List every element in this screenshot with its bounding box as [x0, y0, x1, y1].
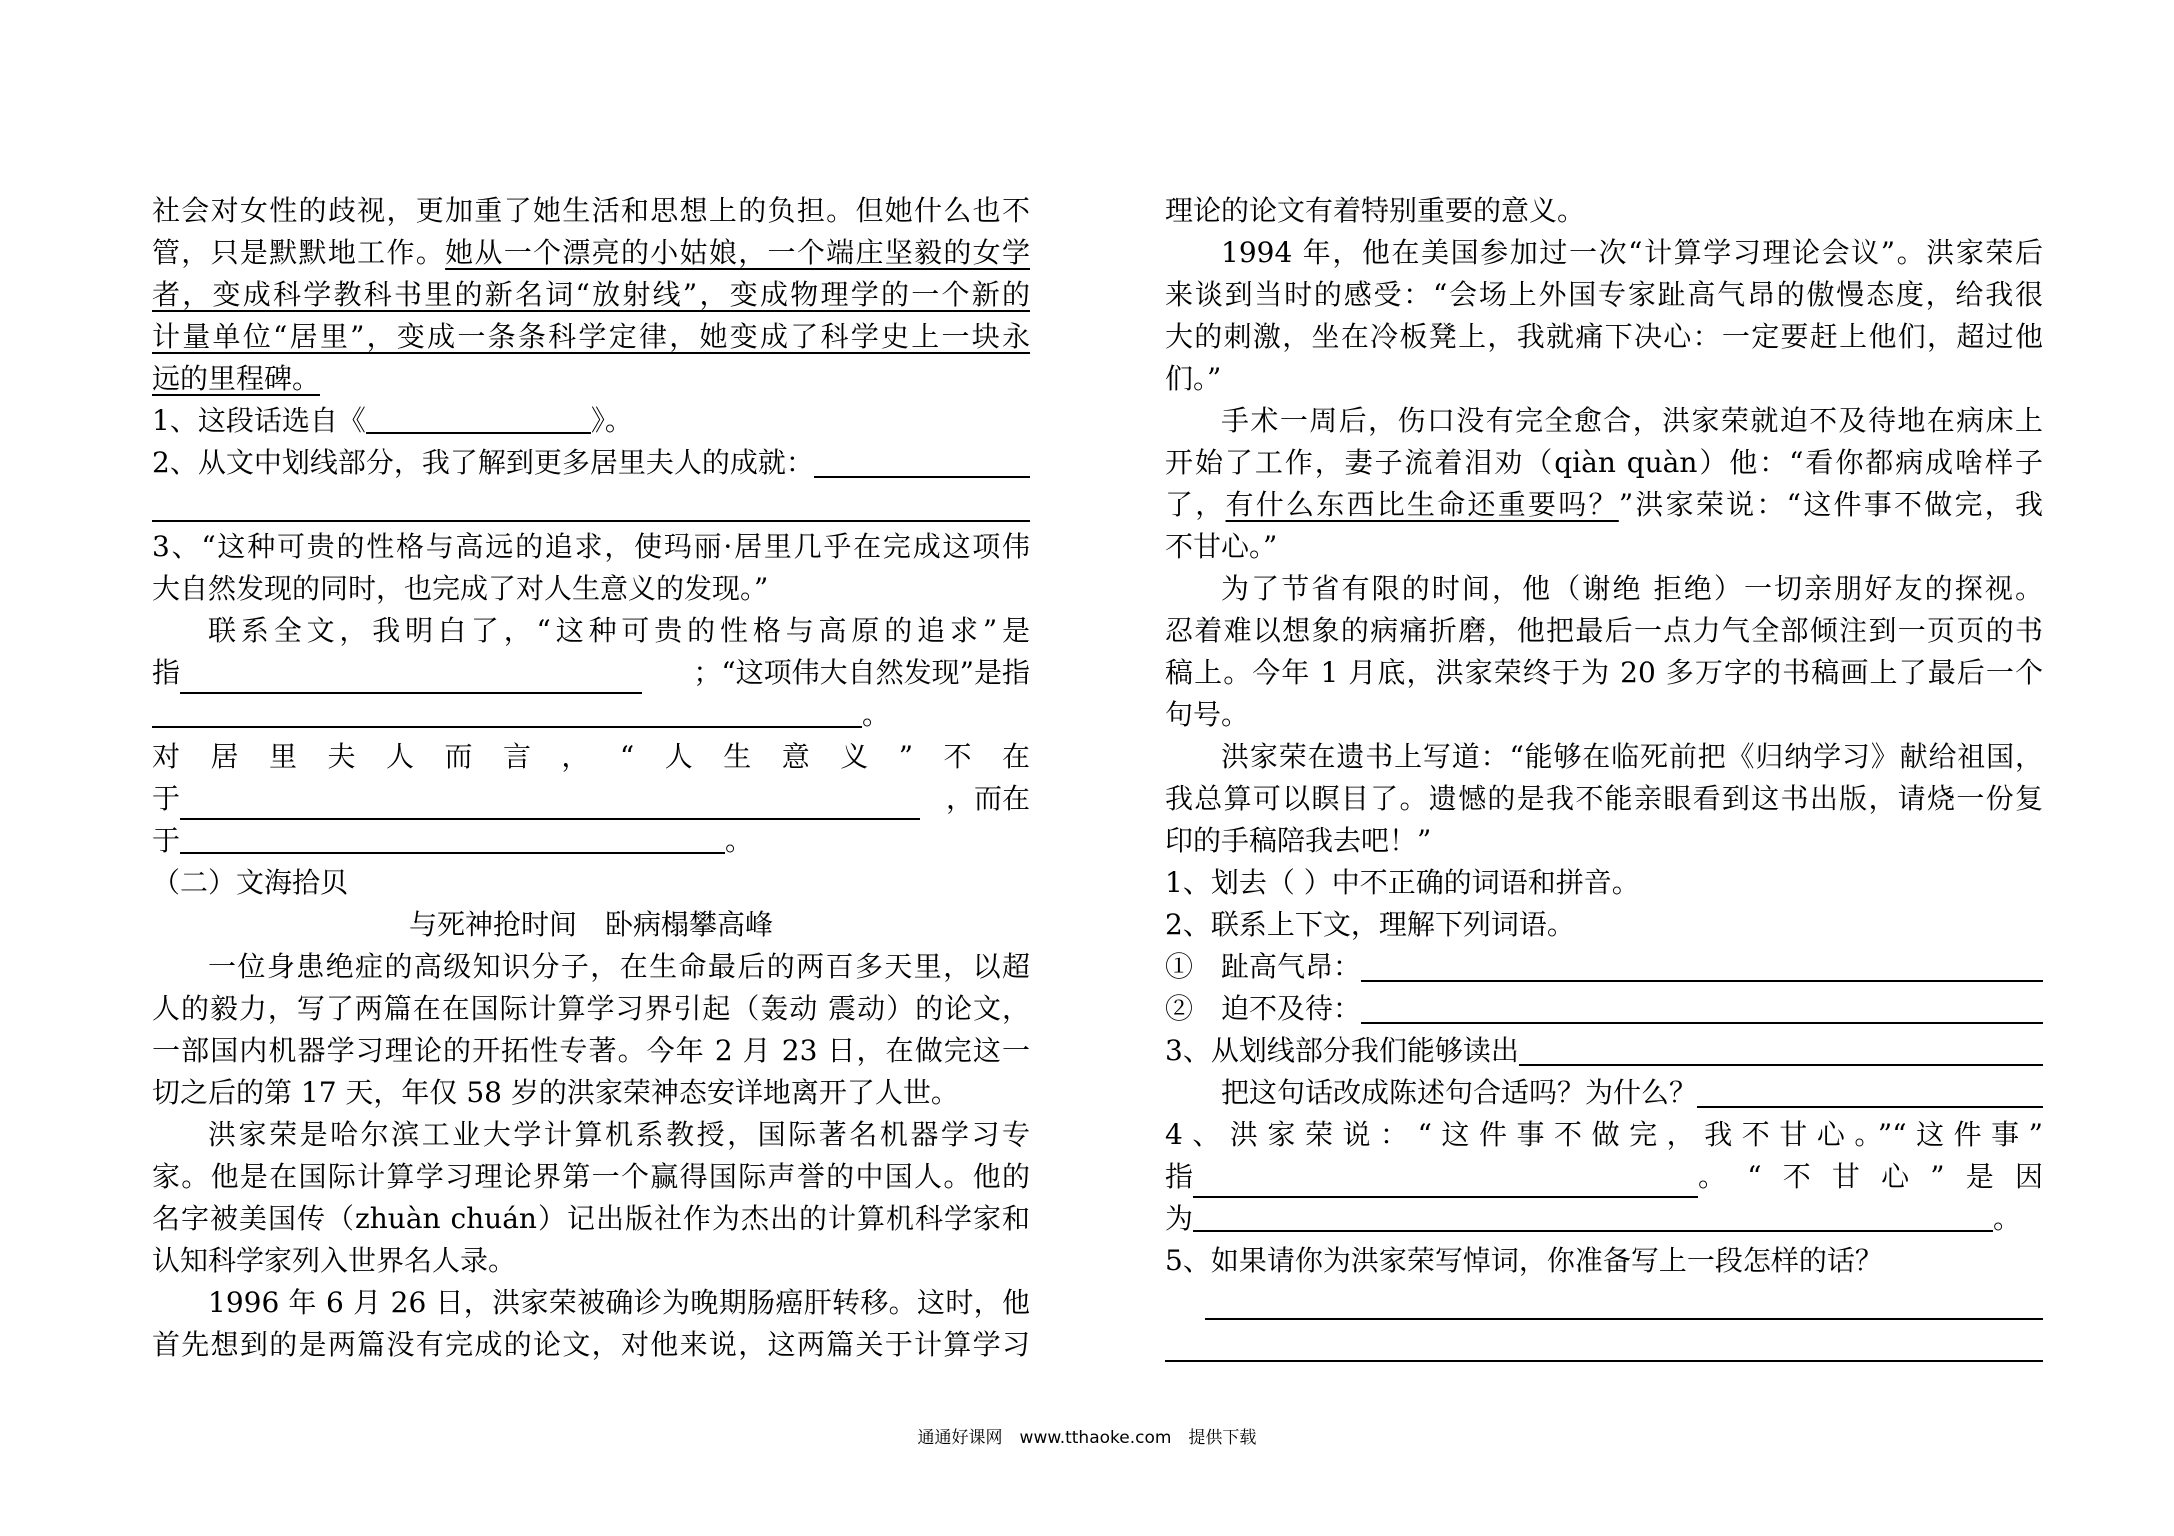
passage-line: 我总算可以瞑目了。遗憾的是我不能亲眼看到这书出版，请烧一份复: [1165, 782, 2043, 815]
passage-line: 认知科学家列入世界名人录。: [152, 1244, 517, 1277]
passage-line: 一部国内机器学习理论的开拓性专著。今年 2 月 23 日，在做完这一: [152, 1034, 1030, 1067]
question-r4: 4、洪家荣说：“这件事不做完，我不甘心。”“这件事”: [1165, 1118, 2043, 1151]
question-3-line: 联系全文，我明白了，“这种可贵的性格与高原的追求”是: [208, 614, 1030, 647]
underlined-line: 远的里程碑。: [152, 362, 321, 395]
question-r2b: ② 迫不及待：: [1165, 988, 2043, 1030]
question-r3b: 把这句话改成陈述句合适吗？为什么？: [1165, 1072, 2043, 1114]
answer-blank[interactable]: [814, 446, 1030, 478]
passage-line: 首先想到的是两篇没有完成的论文，对他来说，这两篇关于计算学习: [152, 1328, 1030, 1361]
passage-line: 了，有什么东西比生命还重要吗？”洪家荣说：“这件事不做完，我: [1165, 488, 2043, 521]
answer-blank[interactable]: [1193, 1200, 1993, 1232]
question-r2a: ① 趾高气昂：: [1165, 946, 2043, 988]
answer-blank[interactable]: [152, 696, 862, 728]
passage-line: 不甘心。”: [1165, 530, 1278, 563]
answer-line[interactable]: [1165, 1282, 2043, 1324]
underlined-text: 有什么东西比生命还重要吗？: [1225, 488, 1619, 521]
answer-blank[interactable]: [1519, 1034, 2043, 1066]
passage-line: 理论的论文有着特别重要的意义。: [1165, 194, 1586, 227]
section-heading: （二）文海拾贝: [152, 866, 349, 899]
answer-blank[interactable]: [1361, 992, 2043, 1024]
passage-line: 们。”: [1165, 362, 1222, 395]
passage-line: 1994 年，他在美国参加过一次“计算学习理论会议”。洪家荣后: [1221, 236, 2043, 269]
left-column: [152, 190, 1030, 1366]
passage-line: 管，只是默默地工作。她从一个漂亮的小姑娘，一个端庄坚毅的女学: [152, 236, 1030, 269]
passage-line: 句号。: [1165, 698, 1250, 731]
question-3-line: 。: [152, 694, 1030, 736]
passage-line: 一位身患绝症的高级知识分子，在生命最后的两百多天里，以超: [208, 950, 1030, 983]
answer-line[interactable]: [152, 484, 1030, 526]
question-1: 1、这段话选自《 》。: [152, 404, 633, 437]
answer-blank[interactable]: [180, 822, 725, 854]
passage-line: 忍着难以想象的病痛折磨，他把最后一点力气全部倾注到一页页的书: [1165, 614, 2043, 647]
question-r4-line: 为 。: [1165, 1202, 2022, 1235]
right-column: [1165, 190, 2043, 1366]
question-r2: 2、联系上下文，理解下列词语。: [1165, 908, 1575, 941]
answer-blank[interactable]: [1193, 1166, 1698, 1198]
question-r3: 3、从划线部分我们能够读出: [1165, 1030, 2043, 1072]
question-3: 3、“这种可贵的性格与高远的追求，使玛丽·居里几乎在完成这项伟: [152, 530, 1030, 563]
passage-line: 人的毅力，写了两篇在在国际计算学习界引起（轰动 震动）的论文，: [152, 992, 1030, 1025]
passage-line: 切之后的第 17 天，年仅 58 岁的洪家荣神态安详地离开了人世。: [152, 1076, 959, 1109]
answer-blank[interactable]: [366, 402, 591, 434]
question-3-line: 于 ，而在: [152, 778, 1030, 820]
passage-line: 手术一周后，伤口没有完全愈合，洪家荣就迫不及待地在病床上: [1221, 404, 2043, 437]
passage-line: 稿上。今年 1 月底，洪家荣终于为 20 多万字的书稿画上了最后一个: [1165, 656, 2043, 689]
question-r1: 1、划去（ ）中不正确的词语和拼音。: [1165, 866, 1640, 899]
question-2: 2、从文中划线部分，我了解到更多居里夫人的成就：: [152, 442, 1030, 484]
underlined-line: 计量单位“居里”，变成一条条科学定律，她变成了科学史上一块永: [152, 320, 1030, 353]
passage-line: 开始了工作，妻子流着泪劝（qiàn quàn）他：“看你都病成啥样子: [1165, 446, 2043, 479]
passage-line: 印的手稿陪我去吧！”: [1165, 824, 1432, 857]
question-3-line: 对居里夫人而言，“人生意义”不在: [152, 740, 1030, 773]
passage-line: 洪家荣在遗书上写道：“能够在临死前把《归纳学习》献给祖国，: [1221, 740, 2043, 773]
question-r5: 5、如果请你为洪家荣写悼词，你准备写上一段怎样的话？: [1165, 1244, 1883, 1277]
question-3-line: 指 ；“这项伟大自然发现”是指: [152, 652, 1030, 694]
question-3-line: 大自然发现的同时，也完成了对人生意义的发现。”: [152, 572, 769, 605]
question-r4-line: 指 。“不甘心”是因: [1165, 1156, 2043, 1198]
answer-blank[interactable]: [1697, 1076, 2043, 1108]
passage-line: 家。他是在国际计算学习理论界第一个赢得国际声誉的中国人。他的: [152, 1160, 1030, 1193]
underlined-line: 者，变成科学教科书里的新名词“放射线”，变成物理学的一个新的: [152, 278, 1030, 311]
passage-line: 名字被美国传（zhuàn chuán）记出版社作为杰出的计算机科学家和: [152, 1202, 1030, 1235]
underlined-text: 她从一个漂亮的小姑娘，一个端庄坚毅的女学: [445, 236, 1030, 269]
passage-line: 1996 年 6 月 26 日，洪家荣被确诊为晚期肠癌肝转移。这时，他: [208, 1286, 1030, 1319]
passage-line: 来谈到当时的感受：“会场上外国专家趾高气昂的傲慢态度，给我很: [1165, 278, 2043, 311]
answer-blank[interactable]: [1361, 950, 2043, 982]
answer-blank[interactable]: [180, 788, 920, 820]
answer-blank[interactable]: [180, 662, 642, 694]
answer-line[interactable]: [1165, 1324, 2043, 1366]
question-3-line: 于 。: [152, 824, 754, 857]
article-title: 与死神抢时间 卧病榻攀高峰: [408, 908, 773, 941]
footer-credit: 通通好课网 www.tthaoke.com 提供下载: [917, 1428, 1257, 1448]
passage-line: 洪家荣是哈尔滨工业大学计算机系教授，国际著名机器学习专: [208, 1118, 1030, 1151]
passage-line: 社会对女性的歧视，更加重了她生活和思想上的负担。但她什么也不: [152, 194, 1030, 227]
passage-line: 大的刺激，坐在冷板凳上，我就痛下决心：一定要赶上他们，超过他: [1165, 320, 2043, 353]
passage-line: 为了节省有限的时间，他（谢绝 拒绝）一切亲朋好友的探视。: [1221, 572, 2043, 605]
